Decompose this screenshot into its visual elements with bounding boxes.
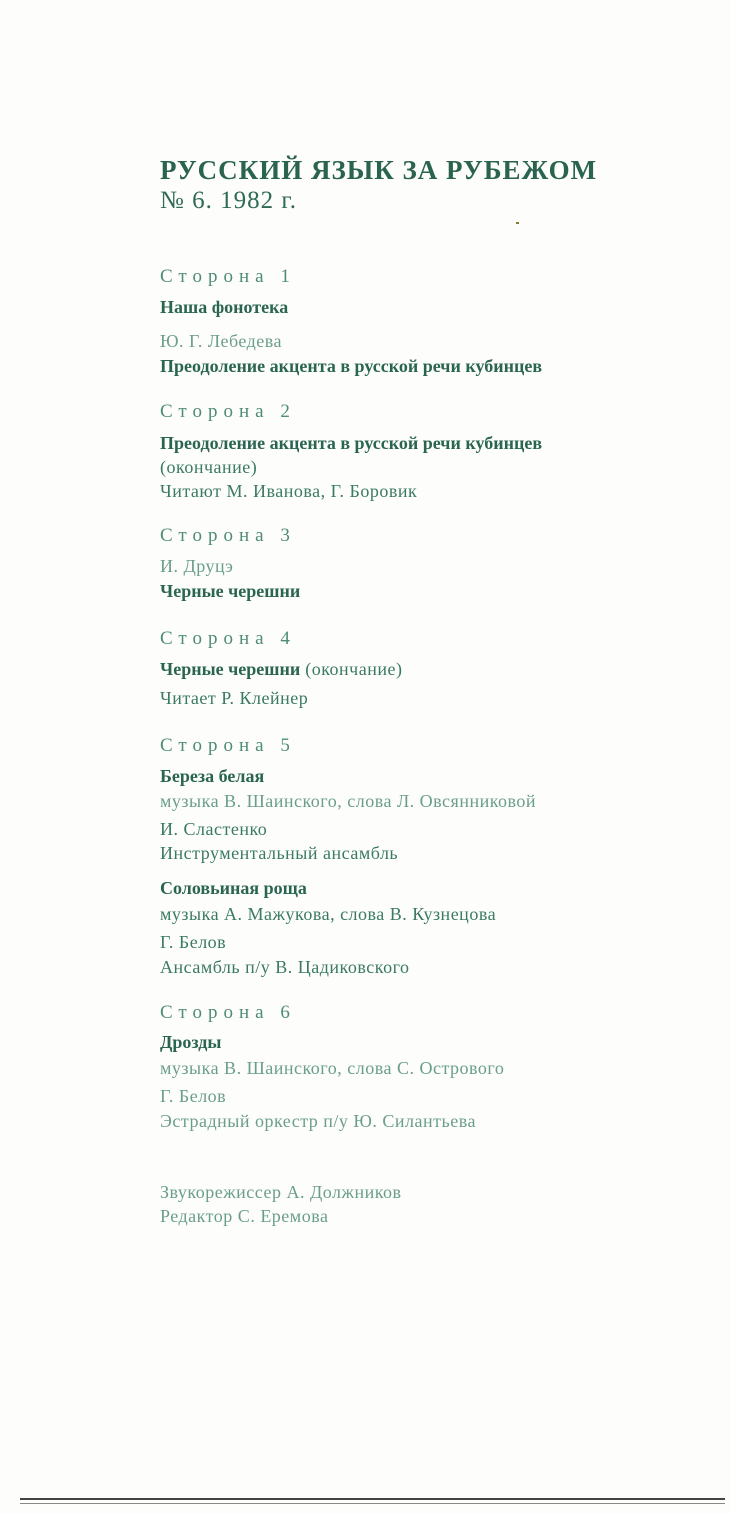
side-6-heading: Сторона 6: [160, 1002, 296, 1023]
editor-credit: Редактор С. Еремова: [160, 1206, 329, 1226]
side-1-author: Ю. Г. Лебедева: [160, 331, 283, 351]
song-1-performer: И. Сластенко: [160, 819, 268, 839]
side-2-readers: Читают М. Иванова, Г. Боровик: [160, 481, 418, 501]
song-2-performer: Г. Белов: [160, 932, 227, 952]
song-3-accompaniment: Эстрадный оркестр п/у Ю. Силантьева: [160, 1111, 476, 1131]
side-2-work-title: Преодоление акцента в русской речи кубинцев: [160, 433, 543, 453]
side-3-heading: Сторона 3: [160, 525, 296, 546]
print-speck: [516, 222, 519, 224]
side-4-work-line: [160, 660, 402, 679]
side-1-section-title: Наша фонотека: [160, 297, 289, 317]
bottom-edge-line: [20, 1498, 725, 1500]
side-3-work-title: Черные черешни: [160, 581, 301, 601]
song-2-credits: музыка А. Мажукова, слова В. Кузнецова: [160, 904, 497, 924]
song-1-title: Береза белая: [160, 766, 265, 786]
side-4-reader: Читает Р. Клейнер: [160, 688, 309, 708]
song-2-title: Соловьиная роща: [160, 878, 307, 898]
song-1-accompaniment: Инструментальный ансамбль: [160, 843, 399, 863]
side-3-author: И. Друцэ: [160, 556, 234, 576]
song-3-performer: Г. Белов: [160, 1086, 227, 1106]
side-4-heading: Сторона 4: [160, 628, 296, 649]
side-2-heading: Сторона 2: [160, 401, 296, 422]
song-2-accompaniment: Ансамбль п/у В. Цадиковского: [160, 957, 410, 977]
side-4-work-title: Черные черешни: [160, 659, 301, 679]
song-3-title: Дрозды: [160, 1032, 222, 1052]
sound-engineer-credit: Звукорежиссер А. Должников: [160, 1182, 402, 1202]
side-4-note: (окончание): [300, 659, 403, 679]
issue-number: № 6. 1982 г.: [160, 187, 298, 214]
side-5-heading: Сторона 5: [160, 735, 296, 756]
song-3-credits: музыка В. Шаинского, слова С. Острового: [160, 1058, 505, 1078]
bottom-edge-line-secondary: [20, 1503, 725, 1504]
side-1-work-title: Преодоление акцента в русской речи кубинцев: [160, 356, 543, 376]
side-1-heading: Сторона 1: [160, 266, 296, 287]
page-title: РУССКИЙ ЯЗЫК ЗА РУБЕЖОМ: [160, 155, 598, 185]
song-1-credits: музыка В. Шаинского, слова Л. Овсянниковой: [160, 791, 537, 811]
side-2-note: (окончание): [160, 457, 258, 477]
